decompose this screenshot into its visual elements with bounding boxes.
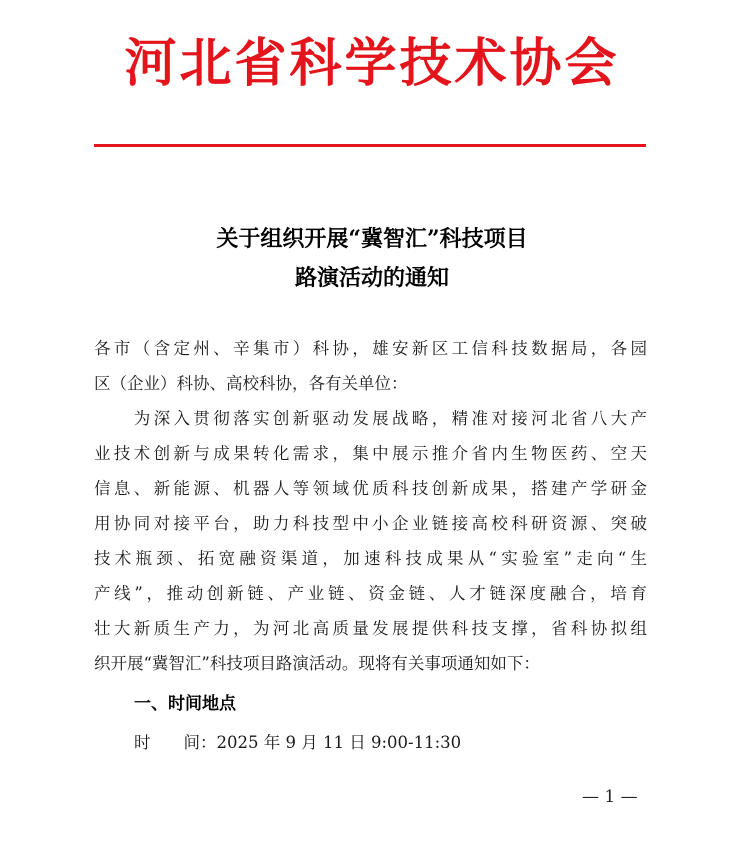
body-line-4: 用协同对接平台，助力科技型中小企业链接高校科研资源、突破 — [94, 514, 647, 533]
recipients-line-1: 各市（含定州、辛集市）科协，雄安新区工信科技数据局，各园 — [94, 339, 647, 358]
recipients-line-2: 区（企业）科协、高校科协，各有关单位： — [94, 374, 408, 393]
body-line-8: 织开展“冀智汇”科技项目路演活动。现将有关事项通知如下： — [94, 654, 540, 673]
issuer-masthead: 河北省科学技术协会 — [124, 34, 620, 94]
time-label: 时 间： — [134, 733, 217, 752]
red-divider-line — [94, 144, 646, 147]
notice-title-line-1: 关于组织开展“冀智汇”科技项目 — [216, 226, 528, 252]
notice-title-line-2: 路演活动的通知 — [294, 265, 449, 291]
page-number: — 1 — — [582, 787, 638, 807]
section-heading-time-place: 一、时间地点 — [134, 694, 236, 714]
body-line-3: 信息、新能源、机器人等领域优质科技创新成果，搭建产学研金 — [94, 479, 647, 498]
time-row — [134, 728, 461, 758]
body-line-6: 产线”，推动创新链、产业链、资金链、人才链深度融合，培育 — [94, 584, 647, 603]
body-line-2: 业技术创新与成果转化需求，集中展示推介省内生物医药、空天 — [94, 444, 647, 463]
body-line-5: 技术瓶颈、拓宽融资渠道，加速科技成果从“实验室”走向“生 — [94, 549, 647, 568]
time-value: 2025 年 9 月 11 日 9:00-11:30 — [216, 733, 462, 752]
body-line-7: 壮大新质生产力，为河北高质量发展提供科技支撑，省科协拟组 — [94, 619, 647, 638]
body-line-1: 为深入贯彻落实创新驱动发展战略，精准对接河北省八大产 — [94, 409, 647, 428]
